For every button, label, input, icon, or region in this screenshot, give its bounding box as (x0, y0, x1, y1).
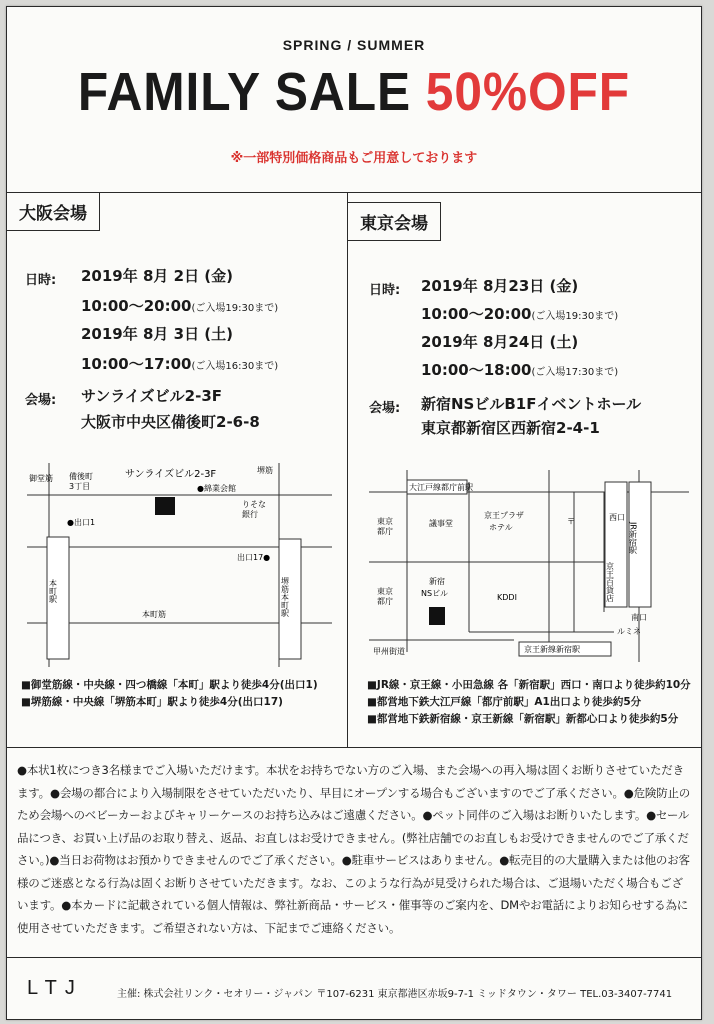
osaka-time2: 10:00〜17:00 (81, 355, 192, 373)
map-midosuji: 御堂筋 (29, 474, 53, 483)
osaka-address: 大阪市中央区備後町2-6-8 (81, 413, 260, 431)
headline-title: FAMILY SALE (77, 62, 426, 122)
osaka-last2: (ご入場16:30まで) (191, 361, 279, 372)
map-keio-dept: 京王百貨店 (605, 562, 615, 602)
osaka-venue-label: 会場: (25, 393, 57, 408)
map-resona-2: 銀行 (242, 510, 258, 519)
map-hommachi-street: 本町筋 (142, 610, 166, 619)
season-label: SPRING / SUMMER (282, 37, 426, 53)
map-nishiguchi: 西口 (609, 513, 625, 522)
map-tochomae: 大江戸線都庁前駅 (409, 483, 473, 492)
tokyo-venue-name: 新宿NSビルB1Fイベントホール (421, 395, 642, 413)
map-exit1: ●出口1 (67, 518, 96, 527)
tokyo-access-2: ■都営地下鉄大江戸線「都庁前駅」A1出口より徒歩約5分 (367, 696, 642, 708)
organizer-info: 主催: 株式会社リンク・セオリー・ジャパン 〒107-6231 東京都港区赤坂9-7-1 ミッドタウン・タワー TEL.03-3407-7741 (117, 989, 673, 1000)
map-ns-2: NSビル (421, 589, 449, 598)
map-sakaisuji: 堺筋 (257, 466, 273, 475)
osaka-access (21, 677, 318, 711)
map-post-office: 〒 (567, 517, 575, 526)
map-kinkai: ●綿業会館 (197, 484, 236, 493)
osaka-title: 大阪会場 (7, 193, 100, 231)
map-resona: りそな (242, 500, 266, 509)
osaka-day1: 2019年 8月 2日 (金) (81, 267, 233, 285)
tokyo-title: 東京会場 (347, 202, 441, 241)
tokyo-map (369, 462, 689, 670)
divider-top (7, 192, 701, 193)
tokyo-access (367, 677, 691, 728)
osaka-last1: (ご入場19:30まで) (191, 303, 279, 314)
tokyo-last1: (ご入場19:30まで) (531, 311, 619, 322)
footer (7, 957, 701, 1019)
tokyo-day1: 2019年 8月23日 (金) (421, 277, 579, 295)
divider-venues (347, 192, 348, 747)
divider-notes (7, 747, 701, 748)
tokyo-date-label: 日時: (369, 283, 401, 298)
map-ns-1: 新宿 (429, 577, 445, 586)
map-kddi: KDDI (497, 593, 517, 602)
map-tocho-4: 都庁 (377, 597, 393, 606)
tokyo-access-1: ■JR線・京王線・小田急線 各「新宿駅」西口・南口より徒歩約10分 (367, 679, 691, 691)
map-bingomachi: 備後町 (69, 472, 93, 481)
map-tocho-3: 東京 (377, 587, 393, 596)
flyer (6, 6, 702, 1020)
map-bingomachi-2: 3丁目 (69, 482, 91, 491)
osaka-date-label: 日時: (25, 273, 57, 288)
special-price-note: ※一部特別価格商品もご用意しております (230, 151, 478, 166)
map-lumine: ルミネ (617, 627, 641, 636)
map-sakaisuji-station: 堺筋本町駅 (280, 577, 290, 617)
headline-discount: 50%OFF (425, 62, 631, 122)
osaka-access-2: ■堺筋線・中央線「堺筋本町」駅より徒歩4分(出口17) (21, 696, 283, 708)
tokyo-time2: 10:00〜18:00 (421, 361, 532, 379)
tokyo-last2: (ご入場17:30まで) (531, 367, 619, 378)
osaka-time1: 10:00〜20:00 (81, 297, 192, 315)
map-hommachi-station: 本町駅 (48, 579, 58, 603)
company-logo: LTJ (27, 977, 83, 999)
map-jr-shinjuku: JR新宿駅 (628, 522, 638, 554)
terms-notes: ●本状1枚につき3名様までご入場いただけます。本状をお持ちでない方のご入場、また会場への再入場は固くお断りさせていただきます。●会場の都合により入場制限をさせていただいたり、早目にオープンする場合もございますのでご了承ください。●危険防止のため会場へのベビーカーおよびキャリーケースのお持ち込みはご遠慮ください。●ペット同伴のご入場はお断りいたします。●セール品につき、お買い上げ品のお取り替え、返品、お直しはお受けできません。(弊社店舗でのお直しもお受けできませんのでご了承ください。)●当日お荷物はお預かりできませんのでご了承ください。●駐車サービスはありません。●転売目的の大量購入または他のお客様のご迷惑となる行為は固くお断りさせていただきます。なお、このような行為が見受けられた場合は、ご退場いただく場合もございます。●本カードに記載されている個人情報は、弊社新商品・サービス・催事等のご案内を、DMやお電話によりお知らせする為に使用させていただきます。ご希望されない方は、下記までご連絡ください。 (17, 763, 691, 935)
map-tocho-1: 東京 (377, 517, 393, 526)
map-keio-plaza-2: ホテル (489, 523, 513, 532)
osaka-day2: 2019年 8月 3日 (土) (81, 325, 233, 343)
map-keio-new: 京王新線新宿駅 (524, 645, 580, 654)
tokyo-time1: 10:00〜20:00 (421, 305, 532, 323)
headline (35, 62, 673, 122)
map-gikaido: 議事堂 (429, 519, 453, 528)
tokyo-day2: 2019年 8月24日 (土) (421, 333, 579, 351)
map-koshu: 甲州街道 (373, 647, 405, 656)
tokyo-address: 東京都新宿区西新宿2-4-1 (421, 419, 600, 437)
map-exit17: 出口17● (237, 553, 271, 562)
tokyo-access-3: ■都営地下鉄新宿線・京王新線「新宿駅」新都心口より徒歩約5分 (367, 713, 679, 725)
osaka-access-1: ■御堂筋線・中央線・四つ橋線「本町」駅より徒歩4分(出口1) (21, 679, 318, 691)
map-keio-plaza-1: 京王プラザ (484, 511, 524, 520)
osaka-venue-name: サンライズビル2-3F (81, 387, 222, 405)
map-tocho-2: 都庁 (377, 527, 393, 536)
osaka-map (27, 455, 332, 670)
map-minamiguchi: 南口 (631, 613, 647, 622)
map-sunrise: サンライズビル2-3F (125, 469, 217, 480)
tokyo-venue-label: 会場: (369, 401, 401, 416)
